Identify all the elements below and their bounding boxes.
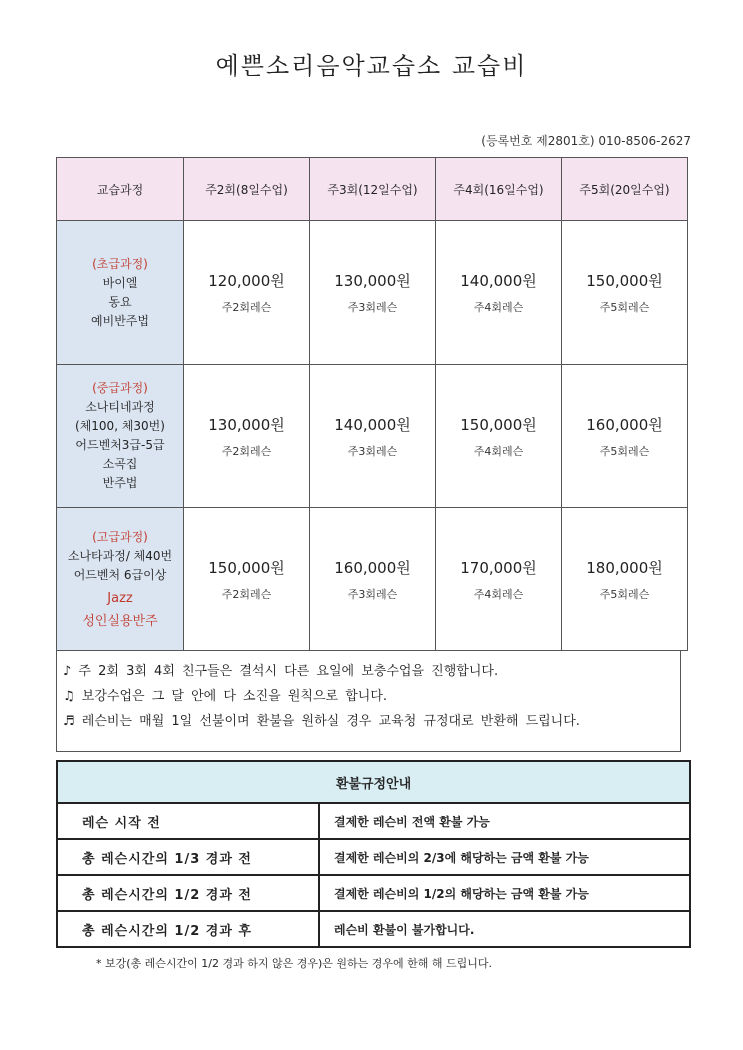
header-2x: 주2회(8일수업)	[184, 158, 310, 221]
lesson-frequency: 주2회레슨	[221, 587, 272, 601]
lesson-frequency: 주3회레슨	[347, 587, 398, 601]
level-cell-beginner	[57, 221, 184, 365]
price-value: 150,000원	[586, 272, 663, 290]
refund-row	[57, 839, 690, 875]
price-value: 130,000원	[334, 272, 411, 290]
level-line: 동요	[108, 294, 132, 309]
price-cell	[562, 365, 688, 508]
level-line: (체100, 체30번)	[75, 419, 165, 433]
level-line: 소나티네과정	[85, 400, 155, 414]
refund-condition: 레슨 시작 전	[57, 803, 319, 839]
header-4x: 주4회(16일수업)	[436, 158, 562, 221]
lesson-frequency: 주5회레슨	[599, 587, 650, 601]
price-value: 150,000원	[460, 415, 537, 434]
refund-footnote: * 보강(총 레슨시간이 1/2 경과 하지 않은 경우)은 원하는 경우에 한해 해 드립니다.	[96, 957, 493, 970]
level-line-highlight: Jazz	[107, 590, 133, 606]
price-cell	[436, 508, 562, 651]
price-cell	[310, 365, 436, 508]
price-cell	[184, 508, 310, 651]
price-cell	[310, 508, 436, 651]
price-value: 140,000원	[334, 415, 411, 434]
lesson-frequency: 주2회레슨	[221, 301, 272, 314]
header-course: 교습과정	[57, 158, 184, 221]
level-title: (고급과정)	[92, 529, 148, 544]
notes-box	[56, 651, 681, 752]
price-value: 170,000원	[460, 558, 537, 577]
refund-policy: 결제한 레슨비의 1/2의 해당하는 금액 환불 가능	[319, 875, 690, 911]
lesson-frequency: 주5회레슨	[599, 444, 650, 458]
level-line: 소나타과정/ 체40번	[67, 548, 173, 563]
price-value: 180,000원	[586, 558, 663, 577]
table-row-advanced	[57, 508, 688, 651]
price-value: 140,000원	[460, 272, 537, 290]
price-value: 160,000원	[334, 558, 411, 577]
refund-policy: 결제한 레슨비의 2/3에 해당하는 금액 환불 가능	[319, 839, 690, 875]
tuition-table	[56, 157, 688, 651]
price-cell	[562, 508, 688, 651]
price-value: 150,000원	[208, 558, 285, 577]
refund-table	[56, 760, 691, 948]
note-line: ♪ 주 2회 3회 4회 친구들은 결석시 다른 요일에 보충수업을 진행합니다.	[63, 664, 499, 679]
note-line: ♬ 레슨비는 매월 1일 선불이며 환불을 원하실 경우 교육청 규정대로 반환해 드립니다.	[63, 714, 580, 729]
level-line: 어드벤처 6급이상	[73, 567, 167, 582]
refund-condition: 총 레슨시간의 1/2 경과 후	[57, 911, 319, 947]
refund-policy: 결제한 레슨비 전액 환불 가능	[319, 803, 690, 839]
refund-row	[57, 875, 690, 911]
level-line: 예비반주법	[91, 313, 149, 328]
lesson-frequency: 주4회레슨	[473, 301, 524, 314]
header-3x: 주3회(12일수업)	[310, 158, 436, 221]
level-cell-advanced	[57, 508, 184, 651]
refund-condition: 총 레슨시간의 1/3 경과 전	[57, 839, 319, 875]
level-title: (초급과정)	[92, 256, 148, 271]
refund-title: 환불규정안내	[57, 761, 690, 803]
note-line: ♫ 보강수업은 그 달 안에 다 소진을 원칙으로 합니다.	[63, 689, 388, 704]
price-cell	[436, 365, 562, 508]
level-line: 소곡집	[102, 457, 138, 471]
price-cell	[562, 221, 688, 365]
header-5x: 주5회(20일수업)	[562, 158, 688, 221]
refund-row	[57, 803, 690, 839]
price-cell	[436, 221, 562, 365]
price-cell	[184, 365, 310, 508]
lesson-frequency: 주4회레슨	[473, 444, 524, 458]
level-line: 반주법	[102, 476, 138, 490]
table-row-beginner	[57, 221, 688, 365]
level-line-highlight: 성인실용반주	[82, 613, 158, 629]
price-cell	[310, 221, 436, 365]
lesson-frequency: 주3회레슨	[347, 444, 398, 458]
level-title: (중급과정)	[92, 381, 148, 395]
lesson-frequency: 주4회레슨	[473, 587, 524, 601]
page-title: 예쁜소리음악교습소 교습비	[215, 52, 528, 80]
price-value: 160,000원	[586, 415, 663, 434]
price-value: 120,000원	[208, 272, 285, 290]
lesson-frequency: 주2회레슨	[221, 444, 272, 458]
table-row-intermediate	[57, 365, 688, 508]
refund-condition: 총 레슨시간의 1/2 경과 전	[57, 875, 319, 911]
level-cell-intermediate	[57, 365, 184, 508]
refund-policy: 레슨비 환불이 불가합니다.	[319, 911, 690, 947]
price-value: 130,000원	[208, 415, 285, 434]
level-line: 바이엘	[102, 275, 138, 290]
refund-header-row	[57, 761, 690, 803]
price-cell	[184, 221, 310, 365]
refund-row	[57, 911, 690, 947]
lesson-frequency: 주5회레슨	[599, 301, 650, 314]
level-line: 어드벤처3급-5급	[75, 438, 165, 452]
lesson-frequency: 주3회레슨	[347, 301, 398, 314]
tuition-header-row	[57, 158, 688, 221]
registration-info: (등록번호 제2801호) 010-8506-2627	[481, 134, 691, 148]
